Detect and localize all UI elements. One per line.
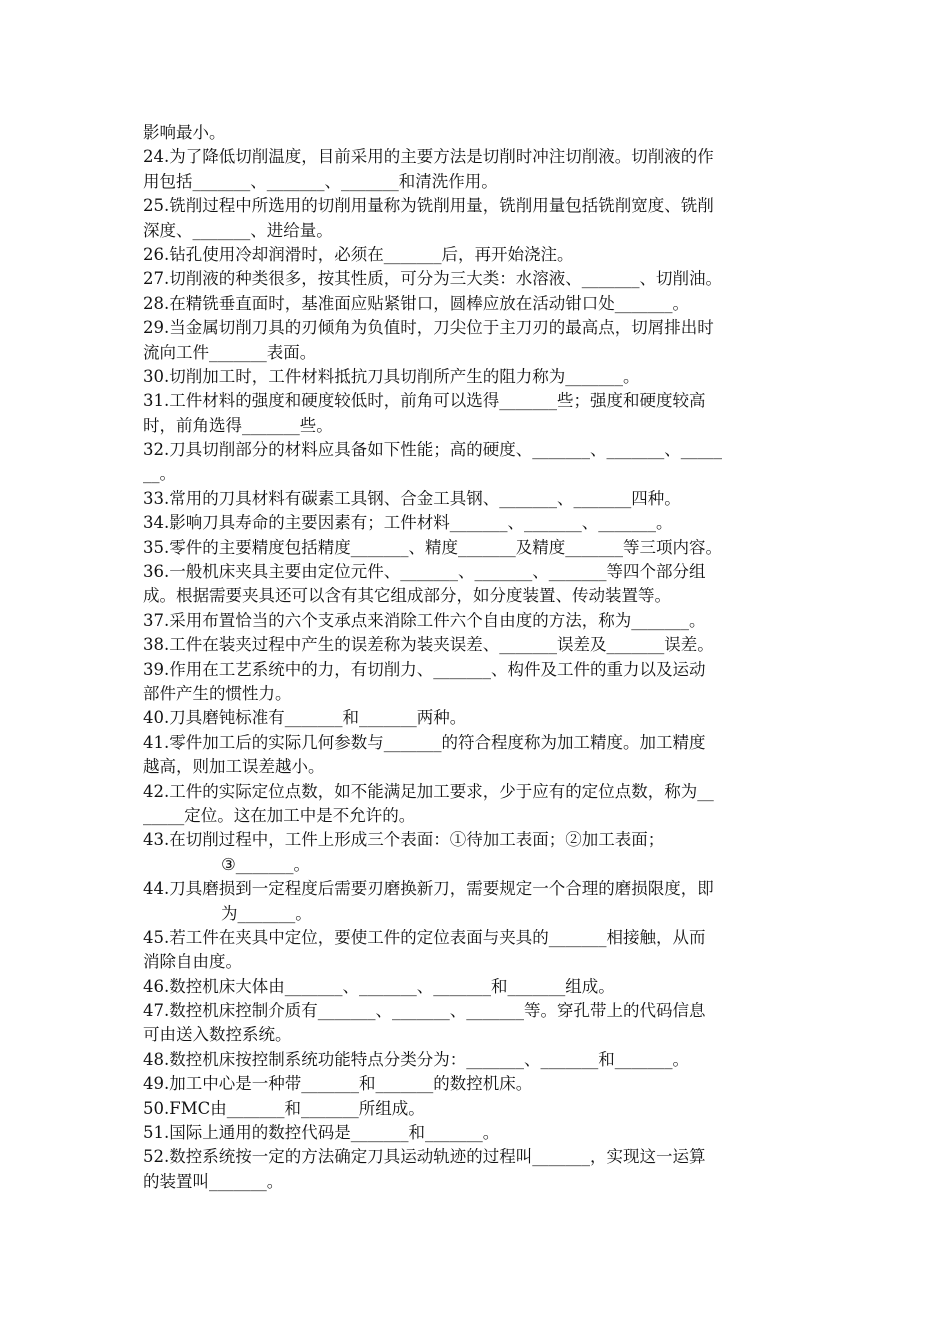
question-39: 39.作用在工艺系统中的力，有切削力、_______、构件及工件的重力以及运动 — [143, 659, 706, 679]
text-line: 影响最小。 — [143, 123, 226, 142]
text-line: 部件产生的惯性力。 — [143, 683, 292, 703]
question-29: 29.当金属切削刀具的刃倾角为负值时，刀尖位于主刀刃的最高点，切屑排出时 — [143, 318, 714, 338]
text-line: _____定位。这在加工中是不允许的。 — [143, 805, 416, 825]
question-36: 36.一般机床夹具主要由定位元件、_______、_______、_______等四个部分组 — [143, 562, 706, 582]
question-45: 45.若工件在夹具中定位，要使工件的定位表面与夹具的_______相接触，从而 — [143, 927, 706, 947]
question-42: 42.工件的实际定位点数，如不能满足加工要求，少于应有的定位点数，称为__ — [143, 781, 714, 801]
text-line: __。 — [143, 464, 176, 484]
text-line: 消除自由度。 — [143, 952, 242, 972]
document-page — [143, 121, 811, 1194]
question-46: 46.数控机床大体由_______、_______、_______和_______组成。 — [143, 976, 615, 996]
question-52: 52.数控系统按一定的方法确定刀具运动轨迹的过程叫_______，实现这一运算 — [143, 1147, 706, 1167]
text-line: 时，前角选得_______些。 — [143, 415, 333, 435]
question-27: 27.切削液的种类很多，按其性质，可分为三大类：水溶液、_______、切削油。 — [143, 269, 722, 289]
text-line: 为_______。 — [221, 903, 312, 923]
text-line: 越高，则加工误差越小。 — [143, 757, 325, 777]
text-line: 用包括_______、_______、_______和清洗作用。 — [143, 171, 498, 191]
question-37: 37.采用布置恰当的六个支承点来消除工件六个自由度的方法，称为_______。 — [143, 610, 706, 630]
question-26: 26.钻孔使用冷却润滑时，必须在_______后，再开始浇注。 — [143, 244, 574, 264]
question-44: 44.刀具磨损到一定程度后需要刃磨换新刀，需要规定一个合理的磨损限度，即 — [143, 879, 714, 899]
question-50: 50.FMC由_______和_______所组成。 — [143, 1098, 425, 1118]
text-line: 的装置叫_______。 — [143, 1171, 284, 1191]
question-41: 41.零件加工后的实际几何参数与_______的符合程度称为加工精度。加工精度 — [143, 732, 706, 752]
question-48: 48.数控机床按控制系统功能特点分类分为：_______、_______和_______。 — [143, 1049, 689, 1069]
question-43: 43.在切削过程中，工件上形成三个表面：①待加工表面；②加工表面； — [143, 830, 665, 850]
question-35: 35.零件的主要精度包括精度_______、精度_______及精度_______等三项内容。 — [143, 537, 722, 557]
text-line: 流向工件_______表面。 — [143, 342, 317, 362]
question-40: 40.刀具磨钝标准有_______和_______两种。 — [143, 708, 467, 728]
question-51: 51.国际上通用的数控代码是_______和_______。 — [143, 1123, 500, 1143]
question-34: 34.影响刀具寿命的主要因素有；工件材料_______、_______、_______。 — [143, 513, 673, 533]
question-38: 38.工件在装夹过程中产生的误差称为装夹误差、_______误差及_______误差。 — [143, 635, 714, 655]
question-31: 31.工件材料的强度和硬度较低时，前角可以选得_______些；强度和硬度较高 — [143, 391, 706, 411]
text-line: 成。根据需要夹具还可以含有其它组成部分，如分度装置、传动装置等。 — [143, 586, 671, 606]
text-line: 深度、_______、进给量。 — [143, 220, 333, 240]
question-28: 28.在精铣垂直面时，基准面应贴紧钳口，圆棒应放在活动钳口处_______。 — [143, 293, 689, 313]
text-line: ③_______。 — [221, 854, 311, 874]
question-49: 49.加工中心是一种带_______和_______的数控机床。 — [143, 1074, 533, 1094]
question-33: 33.常用的刀具材料有碳素工具钢、合金工具钢、_______、_______四种。 — [143, 488, 681, 508]
question-25: 25.铣削过程中所选用的切削用量称为铣削用量，铣削用量包括铣削宽度、铣削 — [143, 196, 714, 216]
question-30: 30.切削加工时，工件材料抵抗刀具切削所产生的阻力称为_______。 — [143, 366, 640, 386]
question-32: 32.刀具切削部分的材料应具备如下性能；高的硬度、_______、_______、_____ — [143, 440, 722, 460]
question-24: 24.为了降低切削温度，目前采用的主要方法是切削时冲注切削液。切削液的作 — [143, 147, 714, 167]
question-47: 47.数控机床控制介质有_______、_______、_______等。穿孔带上的代码信息 — [143, 1001, 706, 1021]
text-line: 可由送入数控系统。 — [143, 1025, 292, 1045]
